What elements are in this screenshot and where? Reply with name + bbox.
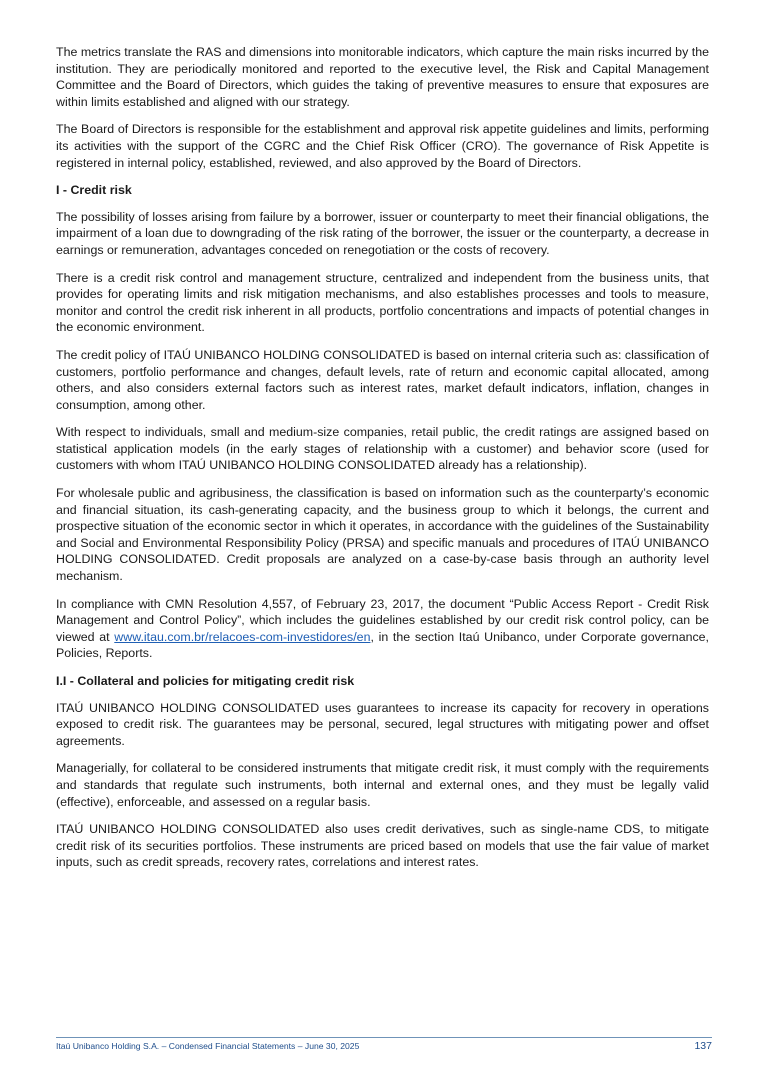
paragraph-credit-risk-definition: The possibility of losses arising from failure by a borrower, issuer or counterparty to meet their financial obligations, the impairment of a loan due to downgrading of the risk rating of the borrower, the issuer or the counterparty, a decrease in earnings or remuneration, advantages conceded on renegotiation or the costs of recovery. [56,209,709,257]
paragraph-collateral-requirements: Managerially, for collateral to be considered instruments that mitigate credit risk, it must comply with the requirements and standards that regulate such instruments, both internal and external ones, and they must be legally valid (effective), enforceable, and assessed on a regular basis. [56,761,709,809]
document-body [56,44,709,882]
footer-document-title: Itaú Unibanco Holding S.A. – Condensed Financial Statements – June 30, 2025 [56,1041,360,1051]
paragraph-cmn-resolution [56,596,709,662]
heading-credit-risk: I - Credit risk [56,183,132,198]
paragraph-board-of-directors: The Board of Directors is responsible for the establishment and approval risk appetite guidelines and limits, performing its activities with the support of the CGRC and the Chief Risk Officer (CRO). The governance of Risk Appetite is registered in internal policy, established, reviewed, and also approved by the Board of Directors. [56,122,709,170]
heading-collateral-policies: I.I - Collateral and policies for mitigating credit risk [56,674,355,688]
paragraph-cmn-text-before: In compliance with CMN Resolution 4,557, of February 23, 2017, the document “Public Access Report - Credit Risk Management and Control Policy”, which includes the guidelines established by our credit risk control policy, can be viewed at [56,596,709,644]
paragraph-credit-policy: The credit policy of ITAÚ UNIBANCO HOLDING CONSOLIDATED is based on internal criteria such as: classification of customers, portfolio performance and changes, default levels, rate of return and economic capital allocated, among others, and also considers external factors such as interest rates, market default indicators, inflation, changes in consumption, among other. [56,347,709,412]
investor-relations-link[interactable]: www.itau.com.br/relacoes-com-investidores/en [114,629,371,644]
paragraph-individuals-ratings: With respect to individuals, small and medium-size companies, retail public, the credit ratings are assigned based on statistical application models (in the early stages of relationship with a customer) and behavior score (used for customers with whom ITAÚ UNIBANCO HOLDING CONSOLIDATED already has a relationship). [56,425,709,473]
paragraph-credit-risk-structure: There is a credit risk control and management structure, centralized and independent from the business units, that provides for operating limits and risk mitigation mechanisms, and also establishes processes and tools to measure, monitor and control the credit risk inherent in all products, portfolio concentrations and impacts of potential changes in the economic environment. [56,270,709,335]
paragraph-metrics: The metrics translate the RAS and dimensions into monitorable indicators, which capture the main risks incurred by the institution. They are periodically monitored and reported to the executive level, the Risk and Capital Management Committee and the Board of Directors, which guides the taking of preventive measures to ensure that exposures are within limits established and aligned with our strategy. [56,45,709,109]
paragraph-guarantees: ITAÚ UNIBANCO HOLDING CONSOLIDATED uses guarantees to increase its capacity for recovery in operations exposed to credit risk. The guarantees may be personal, secured, legal structures with mitigating power and offset agreements. [56,700,709,748]
paragraph-cmn-text-after: , in the section Itaú Unibanco, under Corporate governance, Policies, Reports. [56,629,710,661]
paragraph-wholesale-classification: For wholesale public and agribusiness, the classification is based on information such as the counterparty’s economic and financial situation, its cash-generating capacity, and the business group to which it belongs, the current and prospective situation of the economic sector in which it operates, in accordance with the guidelines of the Sustainability and Social and Environmental Responsibility Policy (PRSA) and specific manuals and procedures of ITAÚ UNIBANCO HOLDING CONSOLIDATED. Credit proposals are analyzed on a case-by-case basis through an authority level mechanism. [56,486,709,584]
footer-page-number: 137 [694,1040,712,1052]
footer-divider [56,1037,712,1038]
paragraph-credit-derivatives: ITAÚ UNIBANCO HOLDING CONSOLIDATED also uses credit derivatives, such as single-name CDS, to mitigate credit risk of its securities portfolios. These instruments are priced based on models that use the fair value of market inputs, such as credit spreads, recovery rates, correlations and interest rates. [56,822,709,870]
